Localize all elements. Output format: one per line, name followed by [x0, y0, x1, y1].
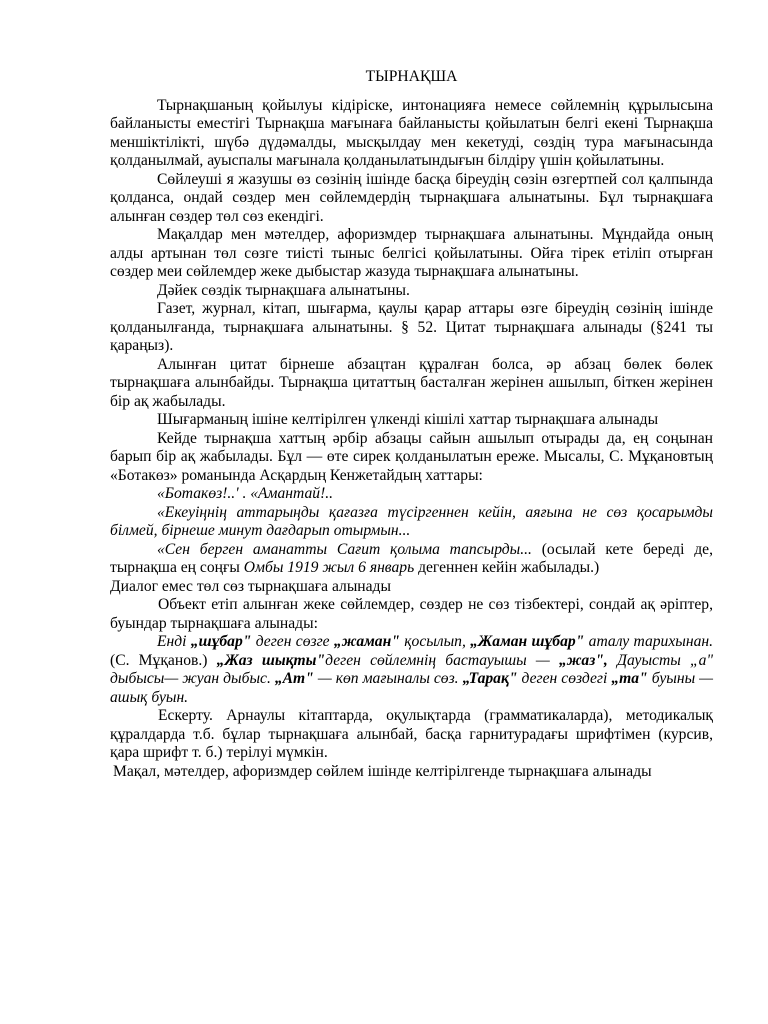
page-title: ТЫРНАҚША: [365, 68, 458, 85]
paragraph-2: Сөйлеуші я жазушы өз сөзінің ішінде басқа біреудің сөзін өзгертпей сол қалпында қолданса, ондай сөздер мен сөйлемдердің тырнақшаға алынатыны. Бұл тырнақшаға алынған сөздер төл сөз екендігі.: [110, 170, 713, 225]
ex-s9: „Жаз шықты": [216, 651, 326, 669]
document-page: [110, 68, 713, 781]
quote-3: [110, 541, 713, 578]
paragraph-3: Мақалдар мен мәтелдер, афоризмдер тырнақшаға алынатыны. Мұндайда оның алды артынан төл сөзге тиісті тыныс белгісі қойылатыны. Ойға тірек етіліп отырған сөздер меи сөйлемдер жеке дыбыстар жазуда тырнақшаға алынатыны.: [110, 226, 713, 280]
quote-3-note: (осылай кете береді де, тырнақша ең соңғы: [110, 540, 713, 576]
paragraph-4: Дәйек сөздік тырнақшаға алынатыны.: [157, 281, 410, 299]
paragraph-8: Кейде тырнақша хаттың әрбір абзацы сайын ашылып отырады да, ең соңынан барып бір ақ жабылады. Бұл — өте сирек қолданылатын ереже. Мысалы, С. Мұқановтың «Ботакөз» романында Асқардың Кенжетайдың хаттары:: [110, 429, 713, 484]
examples-paragraph: [110, 633, 713, 707]
ex-s16: деген сөздегі: [517, 670, 612, 687]
ex-s18: буыны — ашық буын.: [110, 670, 714, 706]
ex-s11: „жаз",: [558, 651, 608, 669]
paragraph-12: Мақал, мәтелдер, афоризмдер сөйлем ішінде келтірілгенде тырнақшаға алынады: [113, 762, 652, 780]
quote-2: «Екеуіңнің аттарыңды қағазға түсіргеннен кейін, аяғына не сөз қосарымды білмей, бірнеше минут дағдарып отырмын...: [110, 503, 713, 539]
ex-s5: қосылып,: [399, 633, 471, 650]
ex-s4: „жаман": [333, 633, 400, 650]
ex-s12: Дауысты „а" дыбысы— жуан дыбыс.: [110, 651, 713, 687]
ex-s10: деген сөйлемнің бастауышы —: [325, 651, 559, 669]
ex-s3: деген сөзге: [251, 633, 334, 650]
ex-s7: аталу тарихынан.: [584, 633, 714, 650]
quote-1: «Ботакөз!..' . «Амантай!..: [157, 485, 334, 502]
ex-s8: (С. Мұқанов.): [110, 651, 217, 669]
ex-s6: „Жаман шұбар": [470, 633, 585, 650]
paragraph-10: Объект етіп алынған жеке сөйлемдер, сөздер не сөз тізбектері, сондай ақ әріптер, буындар тырнақшаға алынады:: [110, 596, 713, 632]
ex-s1: Енді: [157, 633, 191, 650]
paragraph-note: Ескерту. Арнаулы кітаптарда, оқулықтарда (грамматикаларда), методикалық құралдарда т.б. бұлар тырнақшаға алынбай, басқа гарнитурадағы шрифтімен (курсив, қара шрифт т. б.) терілуі мүмкін.: [110, 707, 713, 761]
ex-s15: „Тарақ": [462, 670, 518, 687]
quote-3-end: дегеннен кейін жабылады.): [414, 559, 600, 576]
paragraph-7: Шығарманың ішіне келтірілген үлкенді кішілі хаттар тырнақшаға алынады: [157, 411, 659, 428]
paragraph-6: Алынған цитат бірнеше абзацтан құралған болса, әр абзац бөлек бөлек тырнақшаға алынбайды. Тырнақша цитаттың басталған жерінен ашылып, біткен жерінен бір ақ жабылады.: [110, 355, 713, 410]
paragraph-1: Тырнақшаның қойылуы кідіріске, интонацияға немесе сөйлемнің құрылысына байланысты еместігі Тырнақша мағынаға байланысты қойылатын белгі екені Тырнақша меншіктілікті, шүбә дүдәмалды, мысқылдау мен кекетуді, сөздің тура мағынасында қолданылмай, ауыспалы мағынала қолданылатындығын білдіру үшін қойылатыны.: [110, 96, 713, 169]
quote-3-date: Омбы 1919 жыл 6 январь: [243, 559, 415, 576]
paragraph-5: Газет, журнал, кітап, шығарма, қаулы қарар аттары өзге біреудің сөзінің ішінде қолданылғанда, тырнақшаға алынатыны. § 52. Цитат тырнақшаға алынады (§241 ты қараңыз).: [110, 300, 713, 354]
ex-s2: „шұбар": [190, 633, 252, 650]
ex-s14: — көп мағыналы сөз.: [313, 670, 463, 687]
ex-s13: „Ат": [274, 670, 314, 687]
paragraph-9: Диалог емес төл сөз тырнақшаға алынады: [110, 577, 391, 595]
quote-3-italic: «Сен берген аманатты Сағит қолыма тапсырды...: [157, 540, 532, 558]
ex-s17: „та": [611, 670, 648, 687]
